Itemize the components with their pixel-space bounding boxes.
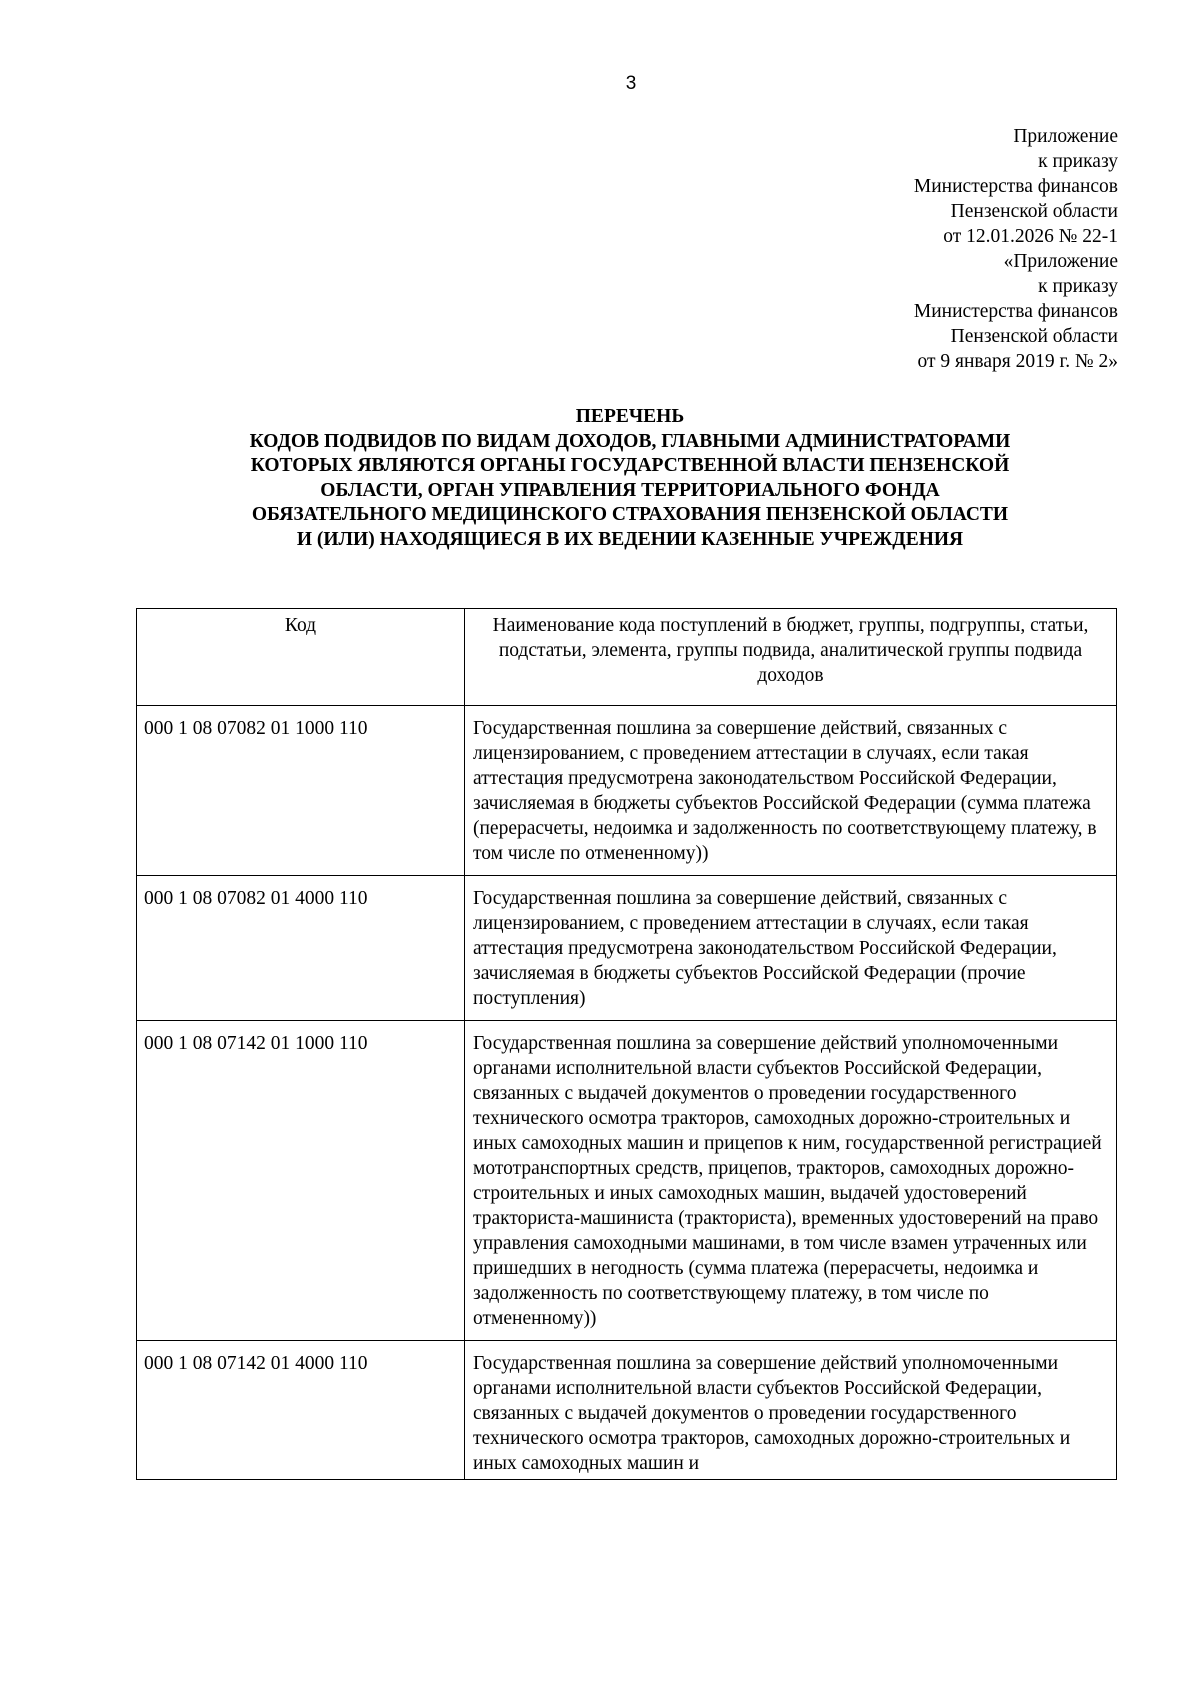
title-line: ОБЯЗАТЕЛЬНОГО МЕДИЦИНСКОГО СТРАХОВАНИЯ ПЕНЗЕНСКОЙ ОБЛАСТИ [251,504,1009,525]
header-name: Наименование кода поступлений в бюджет, группы, подгруппы, статьи, подстатьи, элемента, группы подвида, аналитической группы подвида доходов [465,609,1117,706]
row-name: Государственная пошлина за совершение действий, связанных с лицензированием, с проведением аттестации в случаях, если такая аттестация предусмотрена законодательством Российской Федерации, зачисляемая в бюджеты субъектов Российской Федерации (сумма платежа (перерасчеты, недоимка и задолженность по соответствующему платежу, в том числе по отмененному)) [465,706,1117,876]
title-line: КОДОВ ПОДВИДОВ ПО ВИДАМ ДОХОДОВ, ГЛАВНЫМИ АДМИНИСТРАТОРАМИ [249,430,1011,452]
row-name: Государственная пошлина за совершение действий уполномоченными органами исполнительной власти субъектов Российской Федерации, связанных с выдачей документов о проведении государственного технического осмотра тракторов, самоходных дорожно-строительных и иных самоходных машин и [465,1341,1117,1480]
appendix-line: Пензенской области [950,201,1118,222]
page-number: 3 [625,73,637,94]
title-line: ОБЛАСТИ, ОРГАН УПРАВЛЕНИЯ ТЕРРИТОРИАЛЬНОГО ФОНДА [320,479,940,501]
appendix-line: от 12.01.2026 № 22-1 [943,226,1118,247]
row-name: Государственная пошлина за совершение действий, связанных с лицензированием, с проведением аттестации в случаях, если такая аттестация предусмотрена законодательством Российской Федерации, зачисляемая в бюджеты субъектов Российской Федерации (прочие поступления) [465,876,1117,1021]
appendix-line: к приказу [1038,151,1118,172]
appendix-block [698,124,1118,374]
appendix-line: Пензенской области [950,326,1118,347]
appendix-line: Министерства финансов [913,176,1118,197]
header-code: Код [137,609,465,706]
row-code: 000 1 08 07142 01 4000 110 [137,1341,465,1480]
row-name: Государственная пошлина за совершение действий уполномоченными органами исполнительной власти субъектов Российской Федерации, связанных с выдачей документов о проведении государственного технического осмотра тракторов, самоходных дорожно-строительных и иных самоходных машин и прицепов к ним, государственной регистрацией мототранспортных средств, прицепов, тракторов, самоходных дорожно-строительных и иных самоходных машин, выдачей удостоверений тракториста-машиниста (тракториста), временных удостоверений на право управления самоходными машинами, в том числе взамен утраченных или пришедших в негодность (сумма платежа (перерасчеты, недоимка и задолженность по соответствующему платежу, в том числе по отмененному)) [465,1021,1117,1341]
row-code: 000 1 08 07142 01 1000 110 [137,1021,465,1341]
title-line: И (ИЛИ) НАХОДЯЩИЕСЯ В ИХ ВЕДЕНИИ КАЗЕННЫЕ УЧРЕЖДЕНИЯ [296,528,964,550]
table-row [137,876,1117,1021]
row-code: 000 1 08 07082 01 1000 110 [137,706,465,876]
table-row [137,1021,1117,1341]
appendix-line: к приказу [1038,276,1118,297]
title-line: КОТОРЫХ ЯВЛЯЮТСЯ ОРГАНЫ ГОСУДАРСТВЕННОЙ ВЛАСТИ ПЕНЗЕНСКОЙ [250,455,1010,476]
table-header-row [137,609,1117,706]
document-title [140,405,1120,552]
row-code: 000 1 08 07082 01 4000 110 [137,876,465,1021]
appendix-line: от 9 января 2019 г. № 2» [917,351,1118,372]
appendix-line: Министерства финансов [913,301,1118,322]
table-row [137,706,1117,876]
table-row [137,1341,1117,1480]
appendix-line: «Приложение [1003,251,1118,272]
appendix-line: Приложение [1013,126,1118,147]
income-codes-table [136,608,1117,1480]
title-line: ПЕРЕЧЕНЬ [575,406,685,427]
